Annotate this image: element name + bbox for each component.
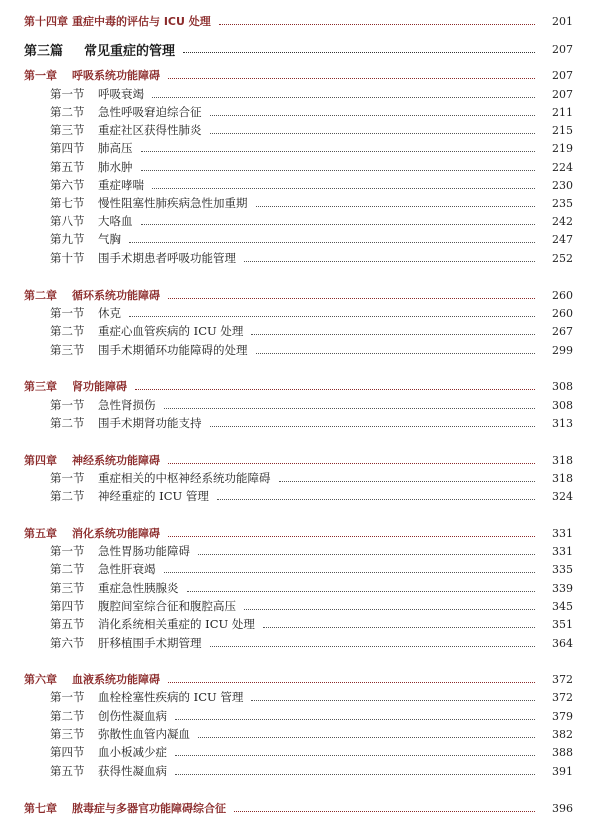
entry-title: 重症中毒的评估与 ICU 处理 — [72, 15, 211, 28]
entry-label: 第一节 — [50, 690, 85, 704]
entry-title: 休克 — [98, 306, 121, 320]
entry-label: 第二节 — [50, 709, 85, 723]
entry-page: 230 — [552, 178, 573, 192]
entry-title: 血小板减少症 — [98, 745, 167, 759]
entry-label: 第二节 — [50, 105, 85, 119]
entry-title: 血栓栓塞性疾病的 ICU 管理 — [98, 690, 244, 704]
entry-page: 324 — [552, 489, 573, 503]
entry-label: 第三节 — [50, 123, 85, 137]
entry-title: 急性呼吸窘迫综合征 — [98, 105, 202, 119]
entry-title: 常见重症的管理 — [84, 43, 176, 59]
toc-chapter-entry[interactable] — [0, 451, 605, 469]
entry-title: 重症心血管疾病的 ICU 处理 — [98, 324, 244, 338]
entry-label: 第五节 — [50, 764, 85, 778]
entry-title: 肺高压 — [98, 141, 133, 155]
dot-leader — [234, 811, 535, 812]
entry-title: 肾功能障碍 — [72, 380, 127, 393]
dot-leader — [129, 316, 535, 317]
toc-section-entry[interactable] — [0, 194, 605, 212]
entry-label: 第一节 — [50, 544, 85, 558]
dot-leader — [141, 224, 536, 225]
entry-page: 207 — [552, 87, 573, 101]
dot-leader — [279, 481, 536, 482]
dot-leader — [244, 261, 535, 262]
dot-leader — [168, 78, 535, 79]
entry-page: 219 — [552, 141, 573, 155]
entry-title: 围手术期肾功能支持 — [98, 416, 202, 430]
toc-chapter-entry[interactable] — [0, 286, 605, 304]
dot-leader — [129, 242, 535, 243]
entry-title: 急性肾损伤 — [98, 398, 156, 412]
dot-leader — [135, 389, 535, 390]
entry-title: 消化系统相关重症的 ICU 处理 — [98, 617, 255, 631]
entry-label: 第一章 — [24, 69, 57, 82]
entry-page: 224 — [552, 160, 573, 174]
entry-page: 372 — [552, 672, 573, 686]
entry-page: 207 — [552, 42, 573, 56]
toc-section-entry[interactable] — [0, 688, 605, 706]
entry-label: 第一节 — [50, 306, 85, 320]
entry-label: 第二节 — [50, 489, 85, 503]
entry-title: 脓毒症与多器官功能障碍综合征 — [72, 802, 226, 815]
entry-page: 260 — [552, 288, 573, 302]
entry-page: 242 — [552, 214, 573, 228]
entry-label: 第二节 — [50, 416, 85, 430]
entry-title: 获得性凝血病 — [98, 764, 167, 778]
entry-title: 慢性阻塞性肺疾病急性加重期 — [98, 196, 248, 210]
toc-section-entry[interactable] — [0, 341, 605, 359]
entry-title: 创伤性凝血病 — [98, 709, 167, 723]
entry-page: 267 — [552, 324, 573, 338]
dot-leader — [168, 298, 535, 299]
toc-section-entry[interactable] — [0, 579, 605, 597]
entry-title: 呼吸衰竭 — [98, 87, 144, 101]
entry-title: 血液系统功能障碍 — [72, 673, 160, 686]
dot-leader — [251, 334, 535, 335]
dot-leader — [152, 97, 535, 98]
entry-page: 391 — [552, 764, 573, 778]
dot-leader — [175, 755, 535, 756]
entry-label: 第四节 — [50, 141, 85, 155]
entry-page: 388 — [552, 745, 573, 759]
dot-leader — [198, 554, 535, 555]
entry-title: 重症相关的中枢神经系统功能障碍 — [98, 471, 271, 485]
dot-leader — [168, 463, 535, 464]
toc-section-entry[interactable] — [0, 487, 605, 505]
dot-leader — [187, 591, 536, 592]
dot-leader — [263, 627, 535, 628]
dot-leader — [217, 499, 535, 500]
entry-page: 235 — [552, 196, 573, 210]
entry-page: 313 — [552, 416, 573, 430]
toc-section-entry[interactable] — [0, 230, 605, 248]
entry-label: 第一节 — [50, 471, 85, 485]
entry-label: 第三章 — [24, 380, 57, 393]
entry-page: 252 — [552, 251, 573, 265]
entry-title: 肝移植围手术期管理 — [98, 636, 202, 650]
toc-section-entry[interactable] — [0, 725, 605, 743]
toc-section-entry[interactable] — [0, 304, 605, 322]
entry-label: 第一节 — [50, 398, 85, 412]
toc-section-entry[interactable] — [0, 597, 605, 615]
dot-leader — [256, 353, 536, 354]
entry-page: 299 — [552, 343, 573, 357]
dot-leader — [183, 52, 535, 53]
dot-leader — [244, 609, 535, 610]
entry-label: 第二节 — [50, 562, 85, 576]
entry-title: 消化系统功能障碍 — [72, 527, 160, 540]
dot-leader — [141, 170, 536, 171]
entry-title: 弥散性血管内凝血 — [98, 727, 190, 741]
entry-title: 急性胃肠功能障碍 — [98, 544, 190, 558]
entry-label: 第六章 — [24, 673, 57, 686]
toc-section-entry[interactable] — [0, 121, 605, 139]
entry-title: 肺水肿 — [98, 160, 133, 174]
entry-title: 神经系统功能障碍 — [72, 454, 160, 467]
entry-title: 围手术期患者呼吸功能管理 — [98, 251, 236, 265]
entry-title: 围手术期循环功能障碍的处理 — [98, 343, 248, 357]
dot-leader — [210, 133, 536, 134]
entry-title: 急性肝衰竭 — [98, 562, 156, 576]
dot-leader — [210, 115, 536, 116]
entry-label: 第三节 — [50, 581, 85, 595]
entry-label: 第三节 — [50, 727, 85, 741]
entry-page: 331 — [552, 526, 573, 540]
toc-section-entry[interactable] — [0, 322, 605, 340]
entry-title: 重症社区获得性肺炎 — [98, 123, 202, 137]
entry-page: 211 — [552, 105, 573, 119]
toc-section-entry[interactable] — [0, 139, 605, 157]
toc-section-entry[interactable] — [0, 176, 605, 194]
toc-section-entry[interactable] — [0, 634, 605, 652]
entry-page: 382 — [552, 727, 573, 741]
entry-label: 第十四章 — [24, 15, 68, 28]
dot-leader — [210, 646, 536, 647]
entry-page: 364 — [552, 636, 573, 650]
toc-section-entry[interactable] — [0, 396, 605, 414]
entry-page: 331 — [552, 544, 573, 558]
dot-leader — [141, 151, 536, 152]
entry-page: 351 — [552, 617, 573, 631]
entry-page: 260 — [552, 306, 573, 320]
dot-leader — [168, 682, 535, 683]
dot-leader — [256, 206, 536, 207]
toc-section-entry[interactable] — [0, 85, 605, 103]
toc-part-entry[interactable] — [0, 40, 605, 58]
entry-page: 372 — [552, 690, 573, 704]
dot-leader — [198, 737, 535, 738]
toc-chapter-entry[interactable] — [0, 377, 605, 395]
dot-leader — [164, 572, 536, 573]
entry-label: 第二章 — [24, 289, 57, 302]
dot-leader — [175, 719, 535, 720]
entry-page: 339 — [552, 581, 573, 595]
entry-page: 201 — [552, 14, 573, 28]
entry-page: 308 — [552, 398, 573, 412]
entry-label: 第二节 — [50, 324, 85, 338]
toc-chapter-entry[interactable] — [0, 12, 605, 30]
toc-chapter-entry[interactable] — [0, 524, 605, 542]
entry-page: 318 — [552, 453, 573, 467]
entry-label: 第三篇 — [24, 43, 64, 59]
entry-label: 第九节 — [50, 232, 85, 246]
entry-label: 第四章 — [24, 454, 57, 467]
toc-section-entry[interactable] — [0, 469, 605, 487]
entry-title: 重症哮喘 — [98, 178, 144, 192]
toc-section-entry[interactable] — [0, 414, 605, 432]
toc-section-entry[interactable] — [0, 103, 605, 121]
entry-title: 腹腔间室综合征和腹腔高压 — [98, 599, 236, 613]
entry-title: 循环系统功能障碍 — [72, 289, 160, 302]
toc-section-entry[interactable] — [0, 743, 605, 761]
entry-label: 第十节 — [50, 251, 85, 265]
dot-leader — [251, 700, 535, 701]
entry-page: 335 — [552, 562, 573, 576]
entry-title: 神经重症的 ICU 管理 — [98, 489, 209, 503]
entry-page: 207 — [552, 68, 573, 82]
entry-page: 379 — [552, 709, 573, 723]
dot-leader — [210, 426, 536, 427]
toc-section-entry[interactable] — [0, 542, 605, 560]
entry-page: 345 — [552, 599, 573, 613]
entry-label: 第七节 — [50, 196, 85, 210]
toc-chapter-entry[interactable] — [0, 66, 605, 84]
dot-leader — [168, 536, 535, 537]
dot-leader — [219, 24, 535, 25]
entry-page: 308 — [552, 379, 573, 393]
entry-label: 第五节 — [50, 160, 85, 174]
dot-leader — [164, 408, 536, 409]
toc-section-entry[interactable] — [0, 158, 605, 176]
entry-label: 第一节 — [50, 87, 85, 101]
toc-section-entry[interactable] — [0, 762, 605, 780]
toc-section-entry[interactable] — [0, 615, 605, 633]
toc-section-entry[interactable] — [0, 212, 605, 230]
entry-title: 呼吸系统功能障碍 — [72, 69, 160, 82]
entry-label: 第四节 — [50, 745, 85, 759]
toc-section-entry[interactable] — [0, 249, 605, 267]
entry-label: 第三节 — [50, 343, 85, 357]
entry-page: 215 — [552, 123, 573, 137]
entry-page: 396 — [552, 801, 573, 815]
dot-leader — [152, 188, 535, 189]
entry-label: 第七章 — [24, 802, 57, 815]
entry-label: 第六节 — [50, 178, 85, 192]
entry-label: 第四节 — [50, 599, 85, 613]
toc-section-entry[interactable] — [0, 560, 605, 578]
dot-leader — [175, 774, 535, 775]
entry-page: 247 — [552, 232, 573, 246]
entry-title: 气胸 — [98, 232, 121, 246]
toc-section-entry[interactable] — [0, 707, 605, 725]
entry-page: 318 — [552, 471, 573, 485]
entry-title: 大咯血 — [98, 214, 133, 228]
toc-chapter-entry[interactable] — [0, 799, 605, 817]
toc-chapter-entry[interactable] — [0, 670, 605, 688]
entry-label: 第八节 — [50, 214, 85, 228]
entry-title: 重症急性胰腺炎 — [98, 581, 179, 595]
entry-label: 第五章 — [24, 527, 57, 540]
entry-label: 第五节 — [50, 617, 85, 631]
entry-label: 第六节 — [50, 636, 85, 650]
